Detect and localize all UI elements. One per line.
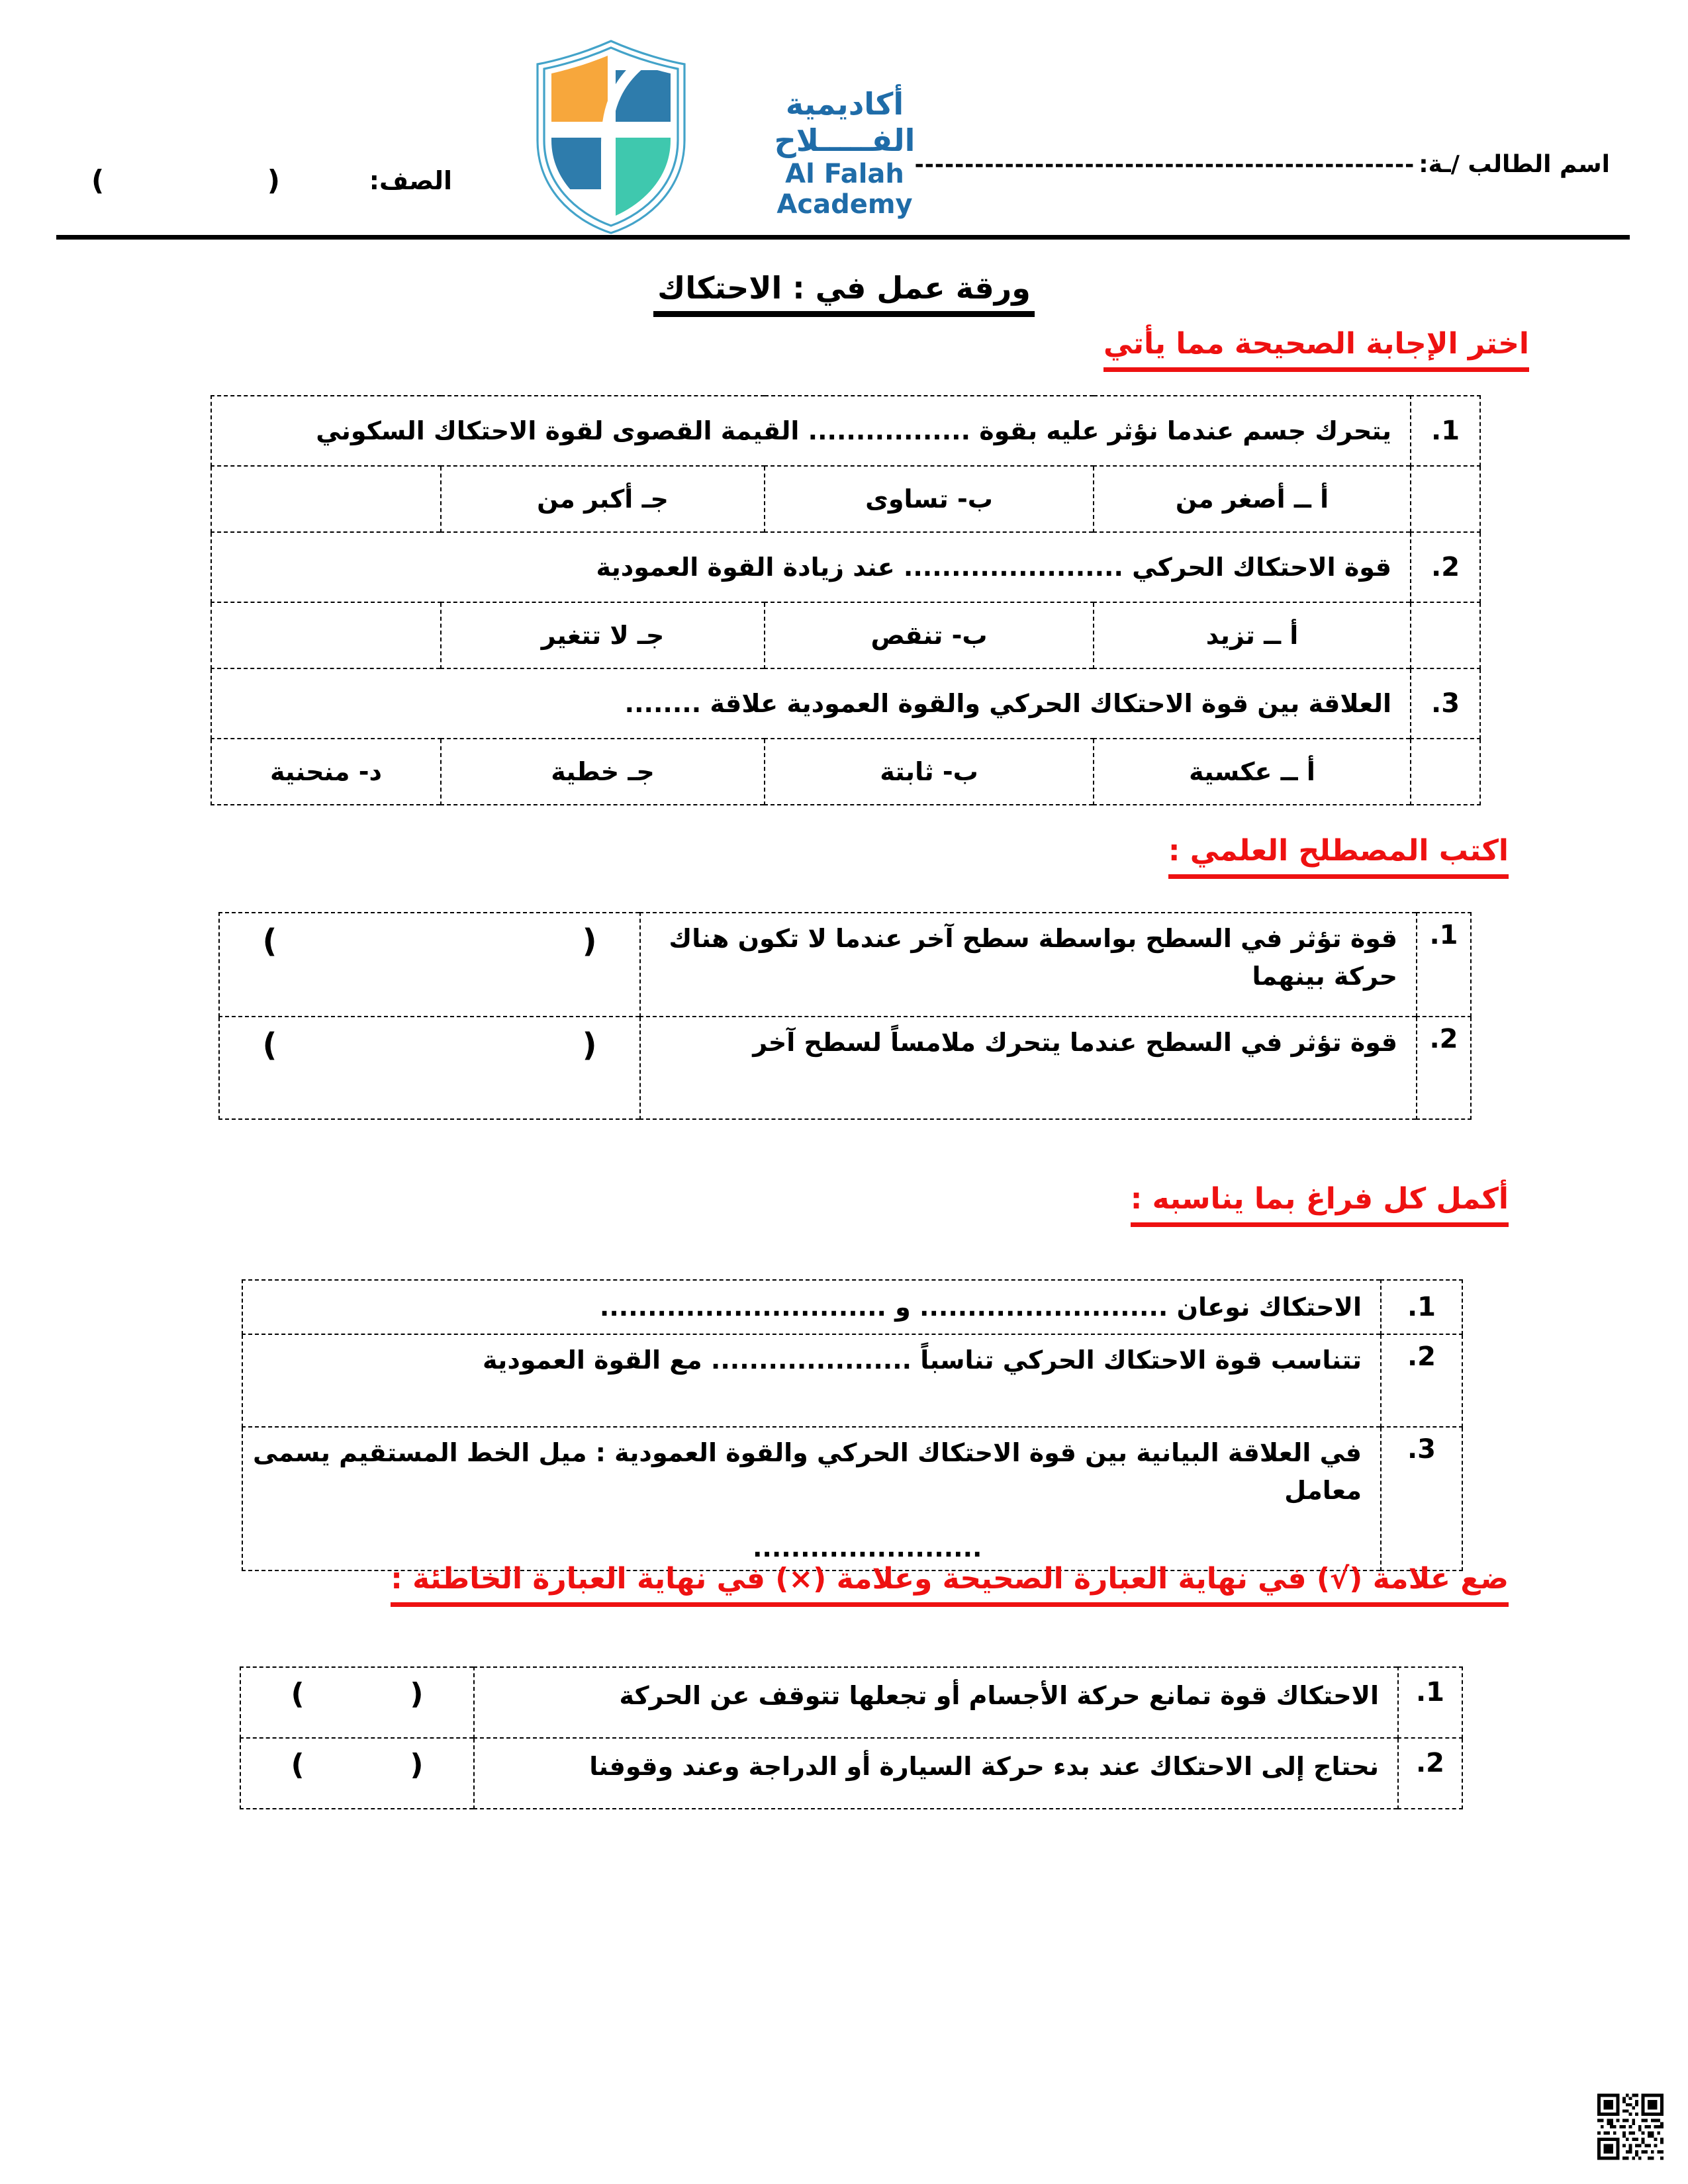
- mcq-q2-option-c: جـ لا تتغير: [441, 602, 765, 668]
- truefalse-row1-answer-blank: ( ): [240, 1667, 474, 1738]
- mcq-q1-option-a: أ ــ أصغر من: [1094, 466, 1411, 532]
- fill-row3-number: 3.: [1381, 1427, 1462, 1570]
- section-heading-truefalse: ضع علامة (√) في نهاية العبارة الصحيحة وعلامة (×) في نهاية العبارة الخاطئة :: [391, 1562, 1509, 1607]
- fill-row1-number: 1.: [1381, 1280, 1462, 1334]
- fill-row2-text: تتناسب قوة الاحتكاك الحركي تناسباً ..................... مع القوة العمودية: [242, 1334, 1381, 1427]
- page-title: ورقة عمل في : الاحتكاك: [653, 270, 1035, 317]
- mcq-q2-text: قوة الاحتكاك الحركي ....................... عند زيادة القوة العمودية: [211, 532, 1411, 602]
- mcq-q1-row: [211, 396, 1480, 466]
- mcq-q1-option-d: [211, 466, 441, 532]
- fill-row1-text: الاحتكاك نوعان .......................... و ..............................: [242, 1280, 1381, 1334]
- school-shield-icon: [522, 37, 700, 238]
- mcq-q3-number: 3.: [1411, 668, 1480, 739]
- mcq-q3-options-row: [211, 739, 1480, 805]
- school-name-english: Al Falah Academy: [776, 159, 913, 220]
- student-name-line: [915, 151, 1610, 178]
- school-name: [719, 86, 970, 220]
- term-row1-answer-blank: ( ): [219, 913, 640, 1017]
- class-answer-blank: ( ): [91, 164, 280, 197]
- truefalse-table: [240, 1666, 1463, 1809]
- mcq-q1-options-row: [211, 466, 1480, 532]
- mcq-q1-option-c: جـ أكبر من: [441, 466, 765, 532]
- class-line: [91, 164, 452, 197]
- truefalse-row2-text: نحتاج إلى الاحتكاك عند بدء حركة السيارة أو الدراجة وعند وقوفنا: [474, 1738, 1398, 1809]
- mcq-q2-options-row: [211, 602, 1480, 668]
- fill-table: [242, 1279, 1463, 1571]
- truefalse-row2-answer-blank: ( ): [240, 1738, 474, 1809]
- truefalse-row2-number: 2.: [1398, 1738, 1462, 1809]
- section-heading-fill: أكمل كل فراغ بما يناسبه :: [1131, 1182, 1509, 1227]
- mcq-q3-text: العلاقة بين قوة الاحتكاك الحركي والقوة العمودية علاقة ........: [211, 668, 1411, 739]
- mcq-q2-number: 2.: [1411, 532, 1480, 602]
- fill-row-2: [242, 1334, 1462, 1427]
- qr-code: [1597, 2093, 1664, 2161]
- term-row-1: [219, 913, 1471, 1017]
- term-row-2: [219, 1017, 1471, 1119]
- student-name-label: اسم الطالب /ـة:: [1419, 151, 1610, 178]
- term-row2-number: 2.: [1417, 1017, 1471, 1119]
- mcq-q2-option-a: أ ــ تزيد: [1094, 602, 1411, 668]
- class-label: الصف:: [369, 165, 452, 195]
- section-heading-term: اكتب المصطلح العلمي :: [1168, 834, 1509, 879]
- section-heading-mcq: اختر الإجابة الصحيحة مما يأتي: [1103, 327, 1529, 372]
- mcq-q3-row: [211, 668, 1480, 739]
- term-row2-text: قوة تؤثر في السطح عندما يتحرك ملامساً لسطح آخر: [640, 1017, 1417, 1119]
- header-divider: [56, 235, 1630, 240]
- school-name-arabic: أكاديمية الفـــــلاح: [774, 86, 915, 159]
- fill-row-3: [242, 1427, 1462, 1570]
- mcq-q2-row: [211, 532, 1480, 602]
- mcq-q3-option-c: جـ خطية: [441, 739, 765, 805]
- truefalse-row-2: [240, 1738, 1462, 1809]
- fill-row3-blank: ........................: [753, 1533, 982, 1563]
- mcq-q1-option-b: ب- تساوى: [765, 466, 1094, 532]
- term-row2-answer-blank: ( ): [219, 1017, 640, 1119]
- student-name-blank: --------------------------------------------------: [914, 151, 1415, 178]
- truefalse-row1-number: 1.: [1398, 1667, 1462, 1738]
- truefalse-row1-text: الاحتكاك قوة تمانع حركة الأجسام أو تجعلها تتوقف عن الحركة: [474, 1667, 1398, 1738]
- term-row1-text: قوة تؤثر في السطح بواسطة سطح آخر عندما لا تكون هناك حركة بينهما: [640, 913, 1417, 1017]
- mcq-q2-option-d: [211, 602, 441, 668]
- mcq-q3-option-a: أ ــ عكسية: [1094, 739, 1411, 805]
- mcq-q2-option-b: ب- تنقص: [765, 602, 1094, 668]
- fill-row-1: [242, 1280, 1462, 1334]
- mcq-q1-text: يتحرك جسم عندما نؤثر عليه بقوة ................. القيمة القصوى لقوة الاحتكاك السكوني: [211, 396, 1411, 466]
- mcq-q1-number: 1.: [1411, 396, 1480, 466]
- fill-row3-text: في العلاقة البيانية بين قوة الاحتكاك الحركي والقوة العمودية : ميل الخط المستقيم يسمى معامل ........................: [242, 1427, 1381, 1570]
- truefalse-row-1: [240, 1667, 1462, 1738]
- mcq-table: [211, 395, 1481, 805]
- mcq-q3-option-d: د- منحنية: [211, 739, 441, 805]
- mcq-q3-option-b: ب- ثابتة: [765, 739, 1094, 805]
- term-row1-number: 1.: [1417, 913, 1471, 1017]
- page-title-wrap: [0, 270, 1688, 317]
- school-logo: [522, 37, 970, 238]
- fill-row2-number: 2.: [1381, 1334, 1462, 1427]
- term-table: [218, 912, 1472, 1120]
